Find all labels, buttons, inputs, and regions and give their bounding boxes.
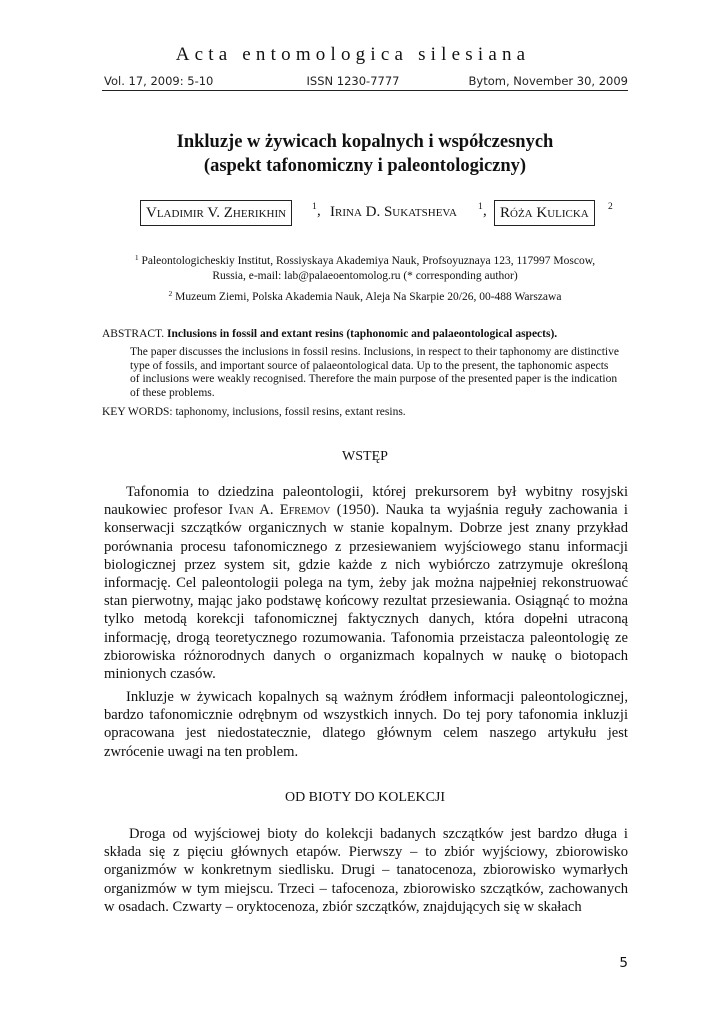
issn: ISSN 1230-7777 — [306, 74, 400, 88]
author-sukatsheva-affiliation-mark: 1 — [478, 202, 483, 212]
keywords-label: KEY WORDS: — [102, 406, 173, 418]
abstract-body: The paper discusses the inclusions in fossil resins. Inclusions, in respect to their taphonomy are distinctive type of fossils, and important source of palaeontological data. Up to the present, the taphonomic aspects of inclusions were weakly recognised. Therefore the main purpose of the presented paper is the indication of these problems. — [130, 346, 619, 399]
affiliation-1-mark: 1 — [134, 253, 139, 262]
title-line-1: Inkluzje w żywicach kopalnych i współczesnych — [176, 132, 554, 152]
author-list — [102, 200, 628, 226]
title-line-2: (aspekt tafonomiczny i paleontologiczny) — [203, 156, 527, 176]
abstract-title: Inclusions in fossil and extant resins (taphonomic and palaeontological aspects). — [166, 328, 558, 340]
section-heading-wstep: WSTĘP — [342, 449, 388, 464]
author-zherikhin: Vladimir V. Zherikhin — [140, 200, 292, 226]
paragraph-text: (1950). Nauka ta wyjaśnia reguły zachowania i konserwacji szczątków organicznych w stanie kopalnym. Dobrze jest znany przykład porównania procesu tafonomicznego z przesiewaniem wyjściowego stanu informacji biologicznej przez system sit, gdzie każde z nich wybiórczo zatrzymuje określoną informację. Cel paleontologii polega na tym, żeby jak można najpełniej rekonstruować stan pierwotny, mając jako podstawę końcowy rezultat przesiewania. Osiągnąć to można tylko metodą korekcji tafonomicznej faktycznych danych, która dopełni utraconą informację, drogą teoretycznego rozumowania. Tafonomia przeistacza paleontologię ze zbiorowiska różnorodnych danych o organizmach kopalnych w naukę o biotopach minionych czasów. — [104, 502, 628, 683]
paragraph-biota-1: Droga od wyjściowej bioty do kolekcji badanych szczątków jest bardzo długa i składa się z pięciu głównych etapów. Pierwszy – to zbiór wyjściowy, zbiorowisko organizmów w konkretnym siedlisku. Drugi – tanatocenoza, zbiorowisko wymarłych organizmów w tym miejscu. Trzeci – tafocenoza, zbiorowisko szczątków, zachowanych w osadach. Czwarty – oryktocenoza, zbiór szczątków, znajdujących się w skałach — [104, 826, 628, 915]
journal-title: Acta entomologica silesiana — [175, 44, 531, 65]
abstract-heading — [102, 327, 628, 341]
page-number: 5 — [619, 955, 628, 971]
affiliation-2-line: Muzeum Ziemi, Polska Akademia Nauk, Aleja Na Skarpie 20/26, 00-488 Warszawa — [175, 291, 562, 303]
paragraph-wstep-1 — [104, 483, 628, 683]
article-title — [102, 130, 628, 178]
citation-author: Ivan A. Efremov — [228, 502, 331, 519]
author-separator: , — [483, 203, 487, 219]
affiliation-1-line-1: Paleontologicheskiy Institut, Rossiyskaya Akademiya Nauk, Profsoyuznaya 123, 117997 Moscow, — [141, 255, 596, 267]
affiliation-1-line-2: Russia, e-mail: lab@palaeoentomolog.ru (* corresponding author) — [212, 270, 518, 282]
section-heading-biota: OD BIOTY DO KOLEKCJI — [284, 790, 446, 805]
author-kulicka-affiliation-mark: 2 — [608, 202, 613, 212]
publication-place-date: Bytom, November 30, 2009 — [468, 74, 628, 88]
keywords-list: taphonomy, inclusions, fossil resins, extant resins. — [175, 406, 406, 418]
affiliation-2-mark: 2 — [168, 289, 173, 298]
abstract-label: ABSTRACT. — [102, 328, 165, 340]
header-rule — [102, 90, 628, 91]
affiliation-1 — [102, 250, 628, 284]
keywords — [102, 405, 628, 419]
author-kulicka: Róża Kulicka — [494, 200, 595, 226]
author-zherikhin-affiliation-mark: 1 — [312, 202, 317, 212]
volume-info: Vol. 17, 2009: 5-10 — [104, 74, 214, 88]
author-separator: , — [317, 203, 321, 219]
paragraph-wstep-2: Inkluzje w żywicach kopalnych są ważnym źródłem informacji paleontologicznej, bardzo tafonomicznie odrębnym od wszystkich innych. Do tej pory tafonomia inkluzji opracowana jest niedostatecznie, dlatego głównym celem naszego artykułu jest zwrócenie uwagi na ten problem. — [104, 689, 628, 760]
affiliation-2 — [102, 286, 628, 305]
author-sukatsheva: Irina D. Sukatsheva — [330, 204, 457, 220]
paragraph-text: Tafonomia to dziedzina paleontologii, której prekursorem był wybitny rosyjski naukowiec profesor — [104, 484, 628, 519]
